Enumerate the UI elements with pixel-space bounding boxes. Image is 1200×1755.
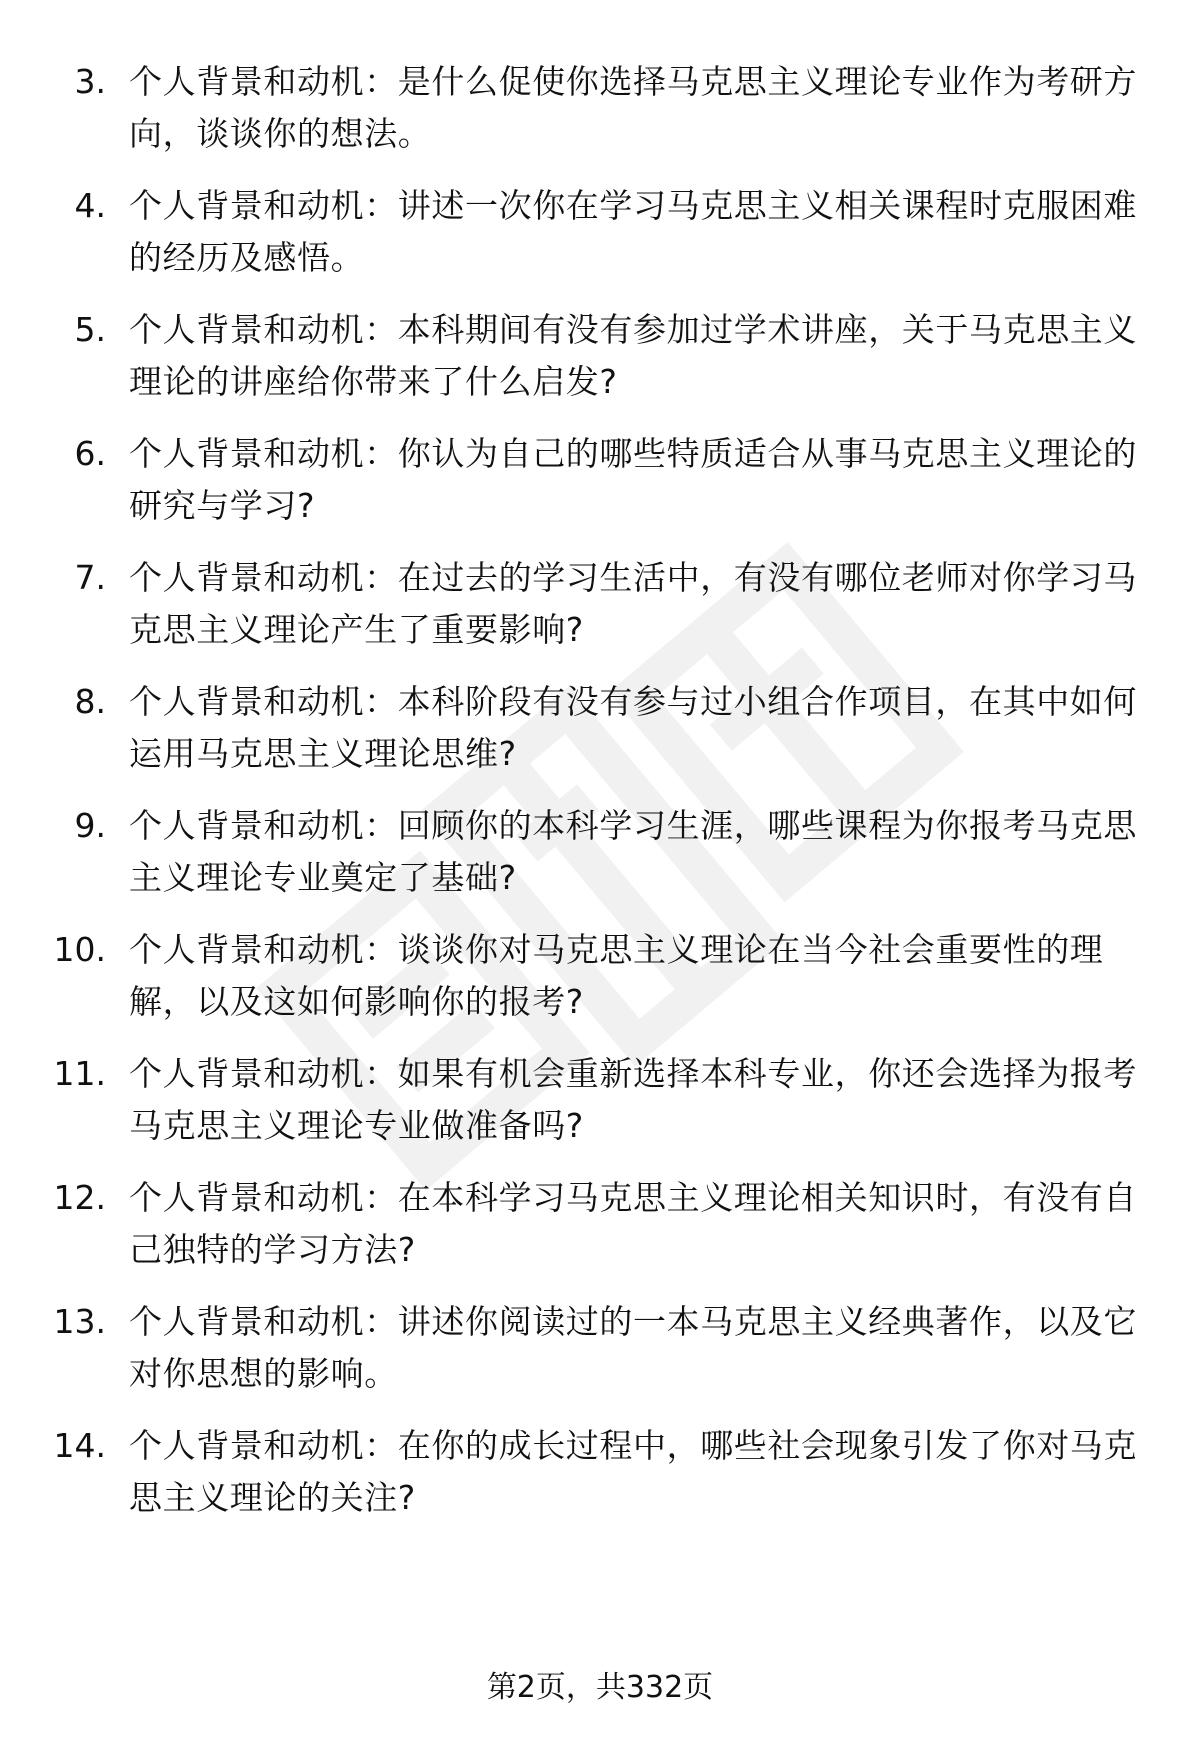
list-item <box>0 1296 1200 1420</box>
question-text: 个人背景和动机：在本科学习马克思主义理论相关知识时，有没有自己独特的学习方法? <box>129 1178 1137 1269</box>
question-number: 14. <box>53 1426 106 1465</box>
question-text: 个人背景和动机：回顾你的本科学习生涯，哪些课程为你报考马克思主义理论专业奠定了基础? <box>129 806 1137 897</box>
question-text: 个人背景和动机：本科期间有没有参加过学术讲座，关于马克思主义理论的讲座给你带来了什么启发? <box>129 310 1137 401</box>
question-number: 11. <box>53 1054 106 1093</box>
question-text: 个人背景和动机：在你的成长过程中，哪些社会现象引发了你对马克思主义理论的关注? <box>129 1426 1137 1517</box>
question-number: 4. <box>74 186 106 225</box>
list-item <box>0 552 1200 676</box>
question-number: 5. <box>74 310 106 349</box>
list-item <box>0 180 1200 304</box>
question-text: 个人背景和动机：是什么促使你选择马克思主义理论专业作为考研方向，谈谈你的想法。 <box>129 62 1137 153</box>
question-text: 个人背景和动机：如果有机会重新选择本科专业，你还会选择为报考马克思主义理论专业做准备吗? <box>129 1054 1137 1145</box>
question-number: 8. <box>74 682 106 721</box>
list-item <box>0 304 1200 428</box>
question-number: 3. <box>74 62 106 101</box>
list-item <box>0 800 1200 924</box>
list-item <box>0 1048 1200 1172</box>
page-number-footer: 第2页，共332页 <box>486 1670 714 1705</box>
question-text: 个人背景和动机：本科阶段有没有参与过小组合作项目，在其中如何运用马克思主义理论思维? <box>129 682 1137 773</box>
question-text: 个人背景和动机：讲述一次你在学习马克思主义相关课程时克服困难的经历及感悟。 <box>129 186 1137 277</box>
question-text: 个人背景和动机：你认为自己的哪些特质适合从事马克思主义理论的研究与学习? <box>129 434 1137 525</box>
question-number: 9. <box>74 806 106 845</box>
question-text: 个人背景和动机：讲述你阅读过的一本马克思主义经典著作，以及它对你思想的影响。 <box>129 1302 1137 1393</box>
list-item <box>0 1420 1200 1544</box>
list-item <box>0 676 1200 800</box>
question-text: 个人背景和动机：在过去的学习生活中，有没有哪位老师对你学习马克思主义理论产生了重要影响? <box>129 558 1137 649</box>
list-item <box>0 428 1200 552</box>
question-number: 10. <box>53 930 106 969</box>
question-list <box>0 56 1200 1544</box>
question-number: 13. <box>53 1302 106 1341</box>
question-text: 个人背景和动机：谈谈你对马克思主义理论在当今社会重要性的理解，以及这如何影响你的报考? <box>129 930 1104 1021</box>
list-item <box>0 924 1200 1048</box>
question-number: 6. <box>74 434 106 473</box>
question-number: 12. <box>53 1178 106 1217</box>
list-item <box>0 1172 1200 1296</box>
question-number: 7. <box>74 558 106 597</box>
list-item <box>0 56 1200 180</box>
